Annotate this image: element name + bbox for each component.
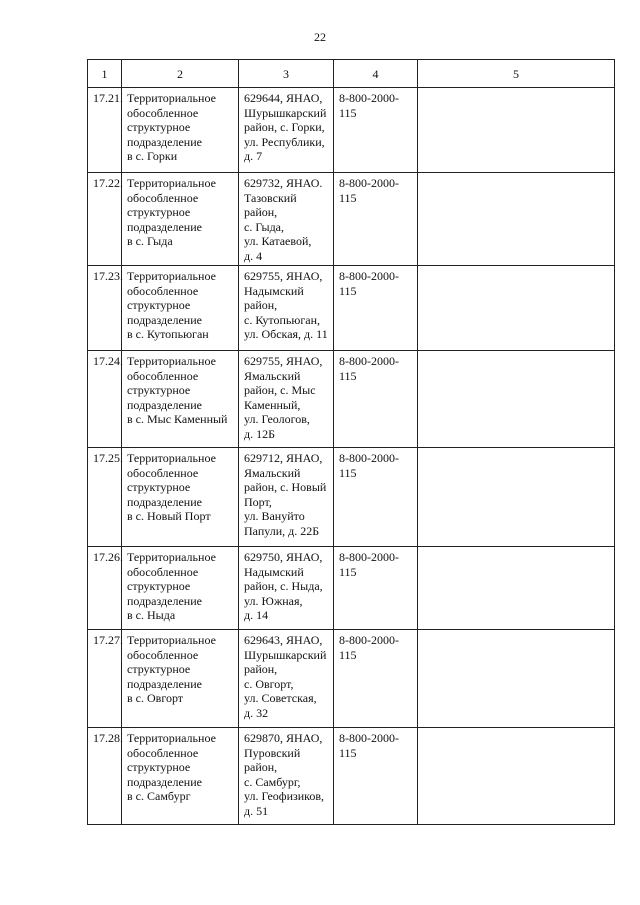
address: 629712, ЯНАО, Ямальский район, с. Новый Порт, ул. Вануйто Папули, д. 22Б bbox=[244, 451, 327, 538]
note-cell bbox=[418, 728, 615, 825]
subdivision-name-cell bbox=[122, 173, 239, 266]
phone-number-cell bbox=[334, 630, 418, 728]
row-number: 17.28. bbox=[93, 731, 123, 745]
subdivision-name-cell bbox=[122, 448, 239, 547]
subdivision-name-cell bbox=[122, 88, 239, 173]
address: 629732, ЯНАО. Тазовский район, с. Гыда, ул. Катаевой, д. 4 bbox=[244, 176, 323, 263]
address-cell bbox=[239, 351, 334, 448]
phone-number: 8-800-2000-115 bbox=[339, 731, 399, 760]
address-cell bbox=[239, 630, 334, 728]
address: 629643, ЯНАО, Шурышкарский район, с. Овгорт, ул. Советская, д. 32 bbox=[244, 633, 327, 720]
address-cell bbox=[239, 728, 334, 825]
note-cell bbox=[418, 351, 615, 448]
row-number-cell bbox=[88, 88, 122, 173]
note-cell bbox=[418, 630, 615, 728]
subdivision-name: Территориальное обособленное структурное подразделение в с. Ныда bbox=[127, 550, 216, 622]
phone-number-cell bbox=[334, 547, 418, 630]
note-cell bbox=[418, 547, 615, 630]
page-number: 22 bbox=[314, 30, 326, 44]
table-row bbox=[88, 351, 615, 448]
column-header-2: 2 bbox=[122, 60, 239, 88]
phone-number: 8-800-2000-115 bbox=[339, 91, 399, 120]
address: 629870, ЯНАО, Пуровский район, с. Самбург, ул. Геофизиков, д. 51 bbox=[244, 731, 325, 818]
row-number: 17.27. bbox=[93, 633, 123, 647]
row-number-cell bbox=[88, 351, 122, 448]
phone-number: 8-800-2000-115 bbox=[339, 354, 399, 383]
subdivision-name-cell bbox=[122, 728, 239, 825]
subdivision-name-cell bbox=[122, 630, 239, 728]
note-cell bbox=[418, 88, 615, 173]
table-header-row bbox=[88, 60, 615, 88]
phone-number: 8-800-2000-115 bbox=[339, 550, 399, 579]
phone-number-cell bbox=[334, 173, 418, 266]
phone-number-cell bbox=[334, 728, 418, 825]
row-number: 17.22. bbox=[93, 176, 123, 190]
subdivision-name: Территориальное обособленное структурное подразделение в с. Мыс Каменный bbox=[127, 354, 228, 426]
address-cell bbox=[239, 448, 334, 547]
subdivision-name: Территориальное обособленное структурное подразделение в с. Гыда bbox=[127, 176, 216, 248]
subdivision-name: Территориальное обособленное структурное подразделение в с. Новый Порт bbox=[127, 451, 216, 523]
note-cell bbox=[418, 266, 615, 351]
phone-number: 8-800-2000-115 bbox=[339, 176, 399, 205]
address: 629755, ЯНАО, Ямальский район, с. Мыс Каменный, ул. Геологов, д. 12Б bbox=[244, 354, 323, 441]
phone-number: 8-800-2000-115 bbox=[339, 451, 399, 480]
column-header-3: 3 bbox=[239, 60, 334, 88]
row-number-cell bbox=[88, 266, 122, 351]
address: 629755, ЯНАО, Надымский район, с. Кутопьюган, ул. Обская, д. 11 bbox=[244, 269, 328, 341]
phone-number-cell bbox=[334, 266, 418, 351]
table-row bbox=[88, 448, 615, 547]
subdivision-name: Территориальное обособленное структурное подразделение в с. Овгорт bbox=[127, 633, 216, 705]
subdivision-name: Территориальное обособленное структурное подразделение в с. Самбург bbox=[127, 731, 216, 803]
address-cell bbox=[239, 173, 334, 266]
note-cell bbox=[418, 173, 615, 266]
row-number-cell bbox=[88, 728, 122, 825]
address-cell bbox=[239, 88, 334, 173]
row-number-cell bbox=[88, 448, 122, 547]
subdivision-name-cell bbox=[122, 547, 239, 630]
table-row bbox=[88, 266, 615, 351]
subdivision-name-cell bbox=[122, 266, 239, 351]
row-number-cell bbox=[88, 630, 122, 728]
phone-number-cell bbox=[334, 88, 418, 173]
address-cell bbox=[239, 266, 334, 351]
subdivision-name: Территориальное обособленное структурное подразделение в с. Кутопьюган bbox=[127, 269, 216, 341]
row-number: 17.24. bbox=[93, 354, 123, 368]
address: 629750, ЯНАО, Надымский район, с. Ныда, ул. Южная, д. 14 bbox=[244, 550, 323, 622]
table-row bbox=[88, 630, 615, 728]
table-row bbox=[88, 173, 615, 266]
row-number: 17.23. bbox=[93, 269, 123, 283]
table-row bbox=[88, 547, 615, 630]
row-number: 17.21. bbox=[93, 91, 123, 105]
table-row bbox=[88, 728, 615, 825]
row-number-cell bbox=[88, 173, 122, 266]
address: 629644, ЯНАО, Шурышкарский район, с. Горки, ул. Республики, д. 7 bbox=[244, 91, 327, 163]
table-row bbox=[88, 88, 615, 173]
column-header-1: 1 bbox=[88, 60, 122, 88]
phone-number-cell bbox=[334, 448, 418, 547]
row-number: 17.25. bbox=[93, 451, 123, 465]
note-cell bbox=[418, 448, 615, 547]
phone-number-cell bbox=[334, 351, 418, 448]
phone-number: 8-800-2000-115 bbox=[339, 269, 399, 298]
column-header-5: 5 bbox=[418, 60, 615, 88]
subdivision-name-cell bbox=[122, 351, 239, 448]
subdivision-name: Территориальное обособленное структурное подразделение в с. Горки bbox=[127, 91, 216, 163]
phone-number: 8-800-2000-115 bbox=[339, 633, 399, 662]
row-number: 17.26. bbox=[93, 550, 123, 564]
column-header-4: 4 bbox=[334, 60, 418, 88]
address-cell bbox=[239, 547, 334, 630]
row-number-cell bbox=[88, 547, 122, 630]
branches-table bbox=[87, 59, 615, 825]
